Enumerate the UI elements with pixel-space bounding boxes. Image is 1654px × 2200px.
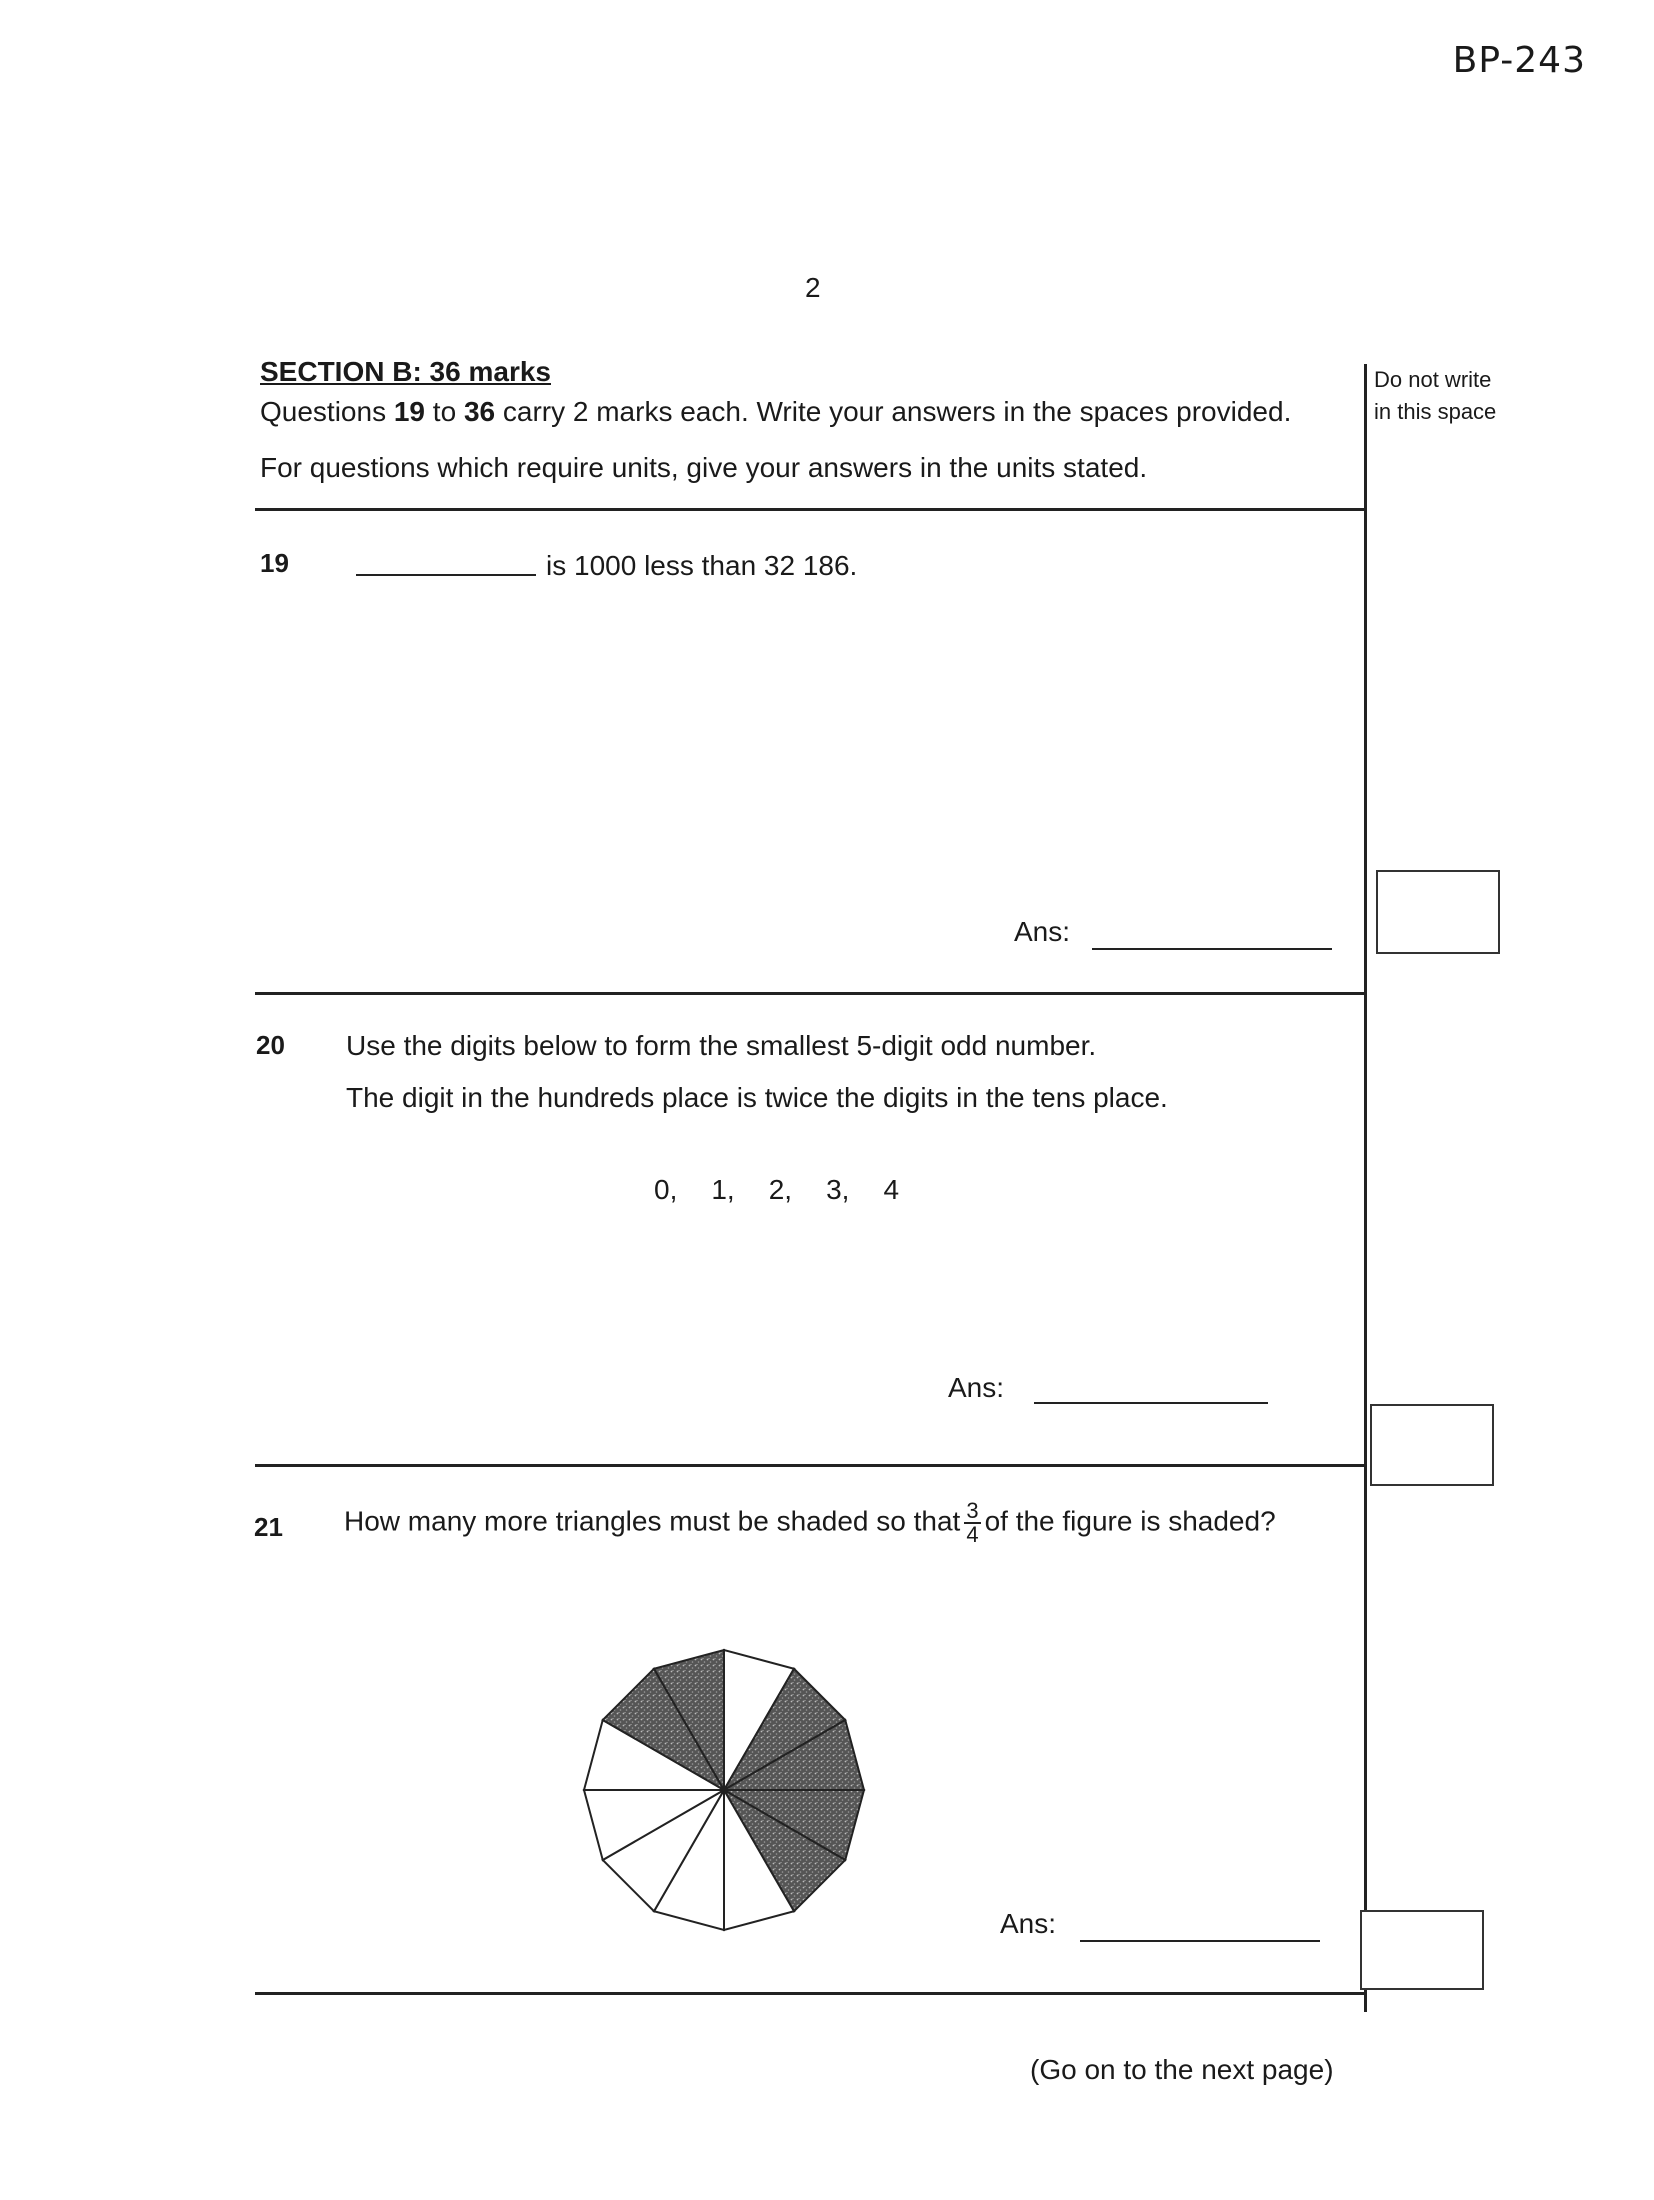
mark-box-21 — [1360, 1910, 1484, 1990]
question-divider-19 — [255, 992, 1365, 995]
dodecagon-figure — [574, 1640, 874, 1940]
question-21-text-before: How many more triangles must be shaded so that — [344, 1505, 961, 1537]
digit-1: 1, — [711, 1174, 735, 1205]
section-title: SECTION B: 36 marks — [260, 356, 551, 387]
instruction-units: For questions which require units, give your answers in the units stated. — [260, 452, 1148, 483]
question-divider-20 — [255, 1464, 1365, 1467]
fraction-numerator: 3 — [966, 1498, 979, 1523]
answer-label-21: Ans: — [1000, 1908, 1057, 1939]
answer-line-21[interactable] — [1080, 1940, 1320, 1942]
instruction-first-question: 19 — [393, 396, 426, 427]
question-20-line2: The digit in the hundreds place is twice the digits in the tens place. — [346, 1082, 1168, 1113]
question-20-line1: Use the digits below to form the smallest 5-digit odd number. — [346, 1030, 1097, 1061]
instruction-marks — [260, 396, 1291, 428]
margin-note-line1: Do not write — [1374, 367, 1492, 392]
answer-label-19: Ans: — [1014, 916, 1071, 947]
digit-2: 2, — [768, 1174, 793, 1205]
question-number-20: 20 — [256, 1030, 285, 1060]
fraction-denominator: 4 — [966, 1522, 979, 1547]
mark-box-20 — [1370, 1404, 1494, 1486]
digit-list — [654, 1174, 933, 1206]
question-number-21: 21 — [254, 1512, 283, 1542]
instruction-last-question: 36 — [463, 396, 496, 427]
question-21-text-after: of the figure is shaded? — [984, 1505, 1276, 1537]
digit-0: 0, — [654, 1174, 678, 1205]
instruction-marks-post: carry 2 marks each. Write your answers in the spaces provided. — [495, 396, 1292, 427]
document-code: BP-243 — [1452, 40, 1586, 81]
margin-note-line2: in this space — [1374, 399, 1497, 424]
answer-line-20[interactable] — [1034, 1402, 1268, 1404]
instruction-marks-mid: to — [425, 396, 464, 427]
question-19-text: is 1000 less than 32 186. — [546, 550, 858, 581]
question-19-blank[interactable] — [356, 574, 536, 576]
triangle-group — [584, 1650, 864, 1930]
section-divider — [255, 508, 1365, 511]
answer-line-19[interactable] — [1092, 948, 1332, 950]
answer-label-20: Ans: — [948, 1372, 1005, 1403]
page-number: 2 — [805, 272, 821, 303]
margin-rule — [1364, 364, 1367, 2012]
fraction-three-quarters — [964, 1500, 980, 1546]
digit-4: 4 — [883, 1174, 900, 1205]
go-on-next-page: (Go on to the next page) — [1030, 2054, 1334, 2085]
mark-box-19 — [1376, 870, 1500, 954]
digit-3: 3, — [826, 1174, 850, 1205]
question-21-text — [344, 1500, 1276, 1546]
question-number-19: 19 — [260, 548, 289, 578]
instruction-marks-pre: Questions — [260, 396, 394, 427]
question-divider-21 — [255, 1992, 1365, 1995]
